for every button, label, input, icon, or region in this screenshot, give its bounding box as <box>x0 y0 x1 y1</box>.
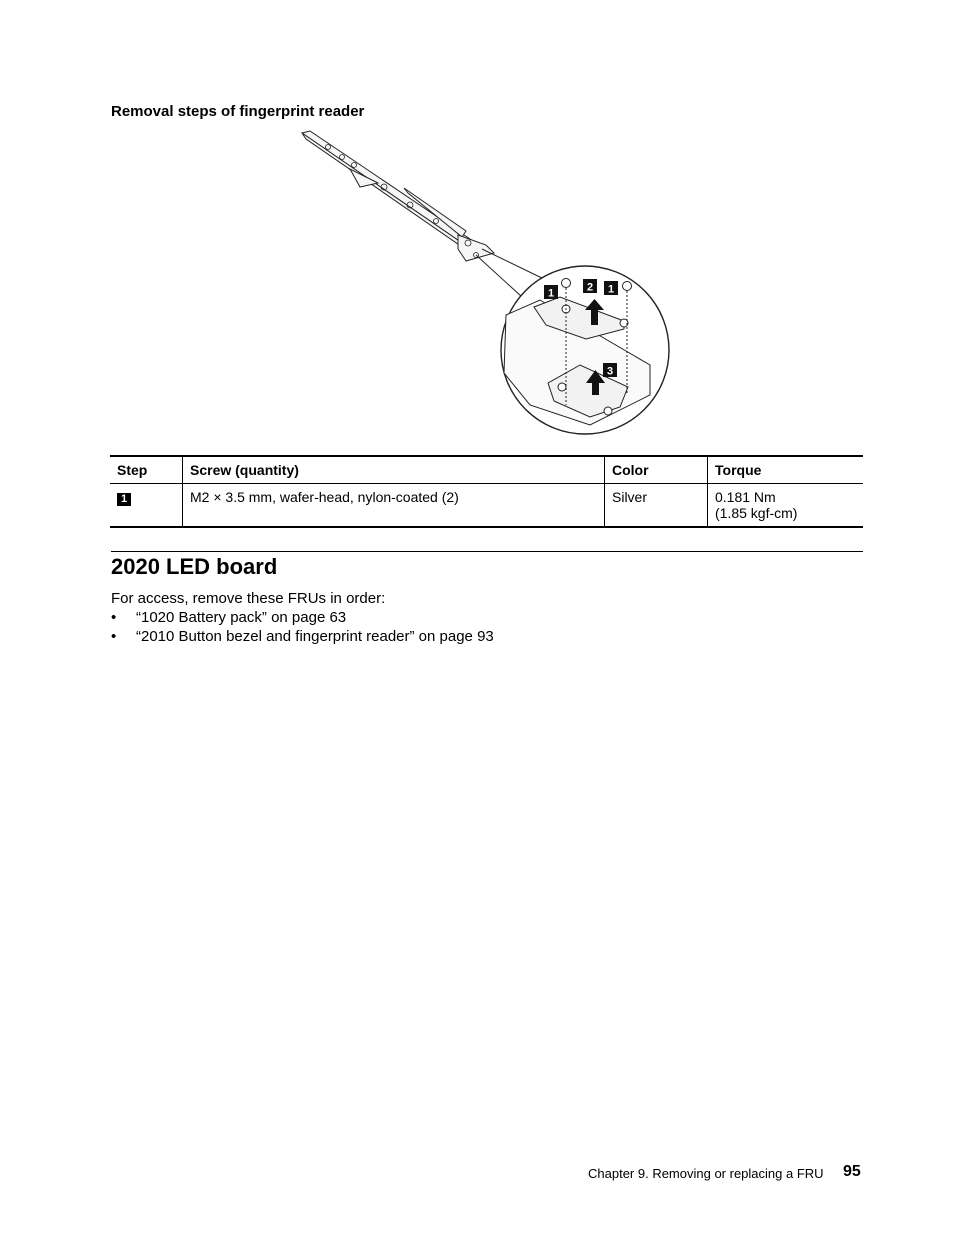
table-row <box>110 484 863 528</box>
list-item <box>111 627 494 646</box>
section-heading: Removal steps of fingerprint reader <box>111 103 365 120</box>
section-divider <box>111 551 863 552</box>
header-step: Step <box>110 456 183 484</box>
fru-link-button-bezel[interactable]: “2010 Button bezel and fingerprint reader” on page 93 <box>136 628 494 645</box>
intro-text: For access, remove these FRUs in order: <box>111 590 386 607</box>
header-color: Color <box>605 456 708 484</box>
table-header-row <box>110 456 863 484</box>
header-screw: Screw (quantity) <box>183 456 605 484</box>
callout-3: 3 <box>606 365 614 378</box>
step-callout: 1 <box>117 493 131 506</box>
torque-cell <box>708 484 864 528</box>
torque-nm: 0.181 Nm <box>715 489 776 505</box>
header-torque: Torque <box>708 456 864 484</box>
page-number: 95 <box>843 1163 861 1180</box>
fingerprint-reader-removal-illustration <box>290 125 680 440</box>
list-item <box>111 608 494 627</box>
screw-cell: M2 × 3.5 mm, wafer-head, nylon-coated (2) <box>183 484 605 528</box>
callout-2: 2 <box>586 281 594 294</box>
callout-1a: 1 <box>547 287 555 300</box>
section-title: 2020 LED board <box>111 554 278 579</box>
screw-table <box>110 455 863 528</box>
callout-1b: 1 <box>607 283 615 296</box>
step-cell <box>110 484 183 528</box>
fru-list <box>111 608 494 646</box>
fru-link-battery[interactable]: “1020 Battery pack” on page 63 <box>136 609 347 626</box>
torque-kgf: (1.85 kgf-cm) <box>715 505 798 521</box>
color-cell: Silver <box>605 484 708 528</box>
footer-chapter: Chapter 9. Removing or replacing a FRU <box>588 1166 824 1181</box>
